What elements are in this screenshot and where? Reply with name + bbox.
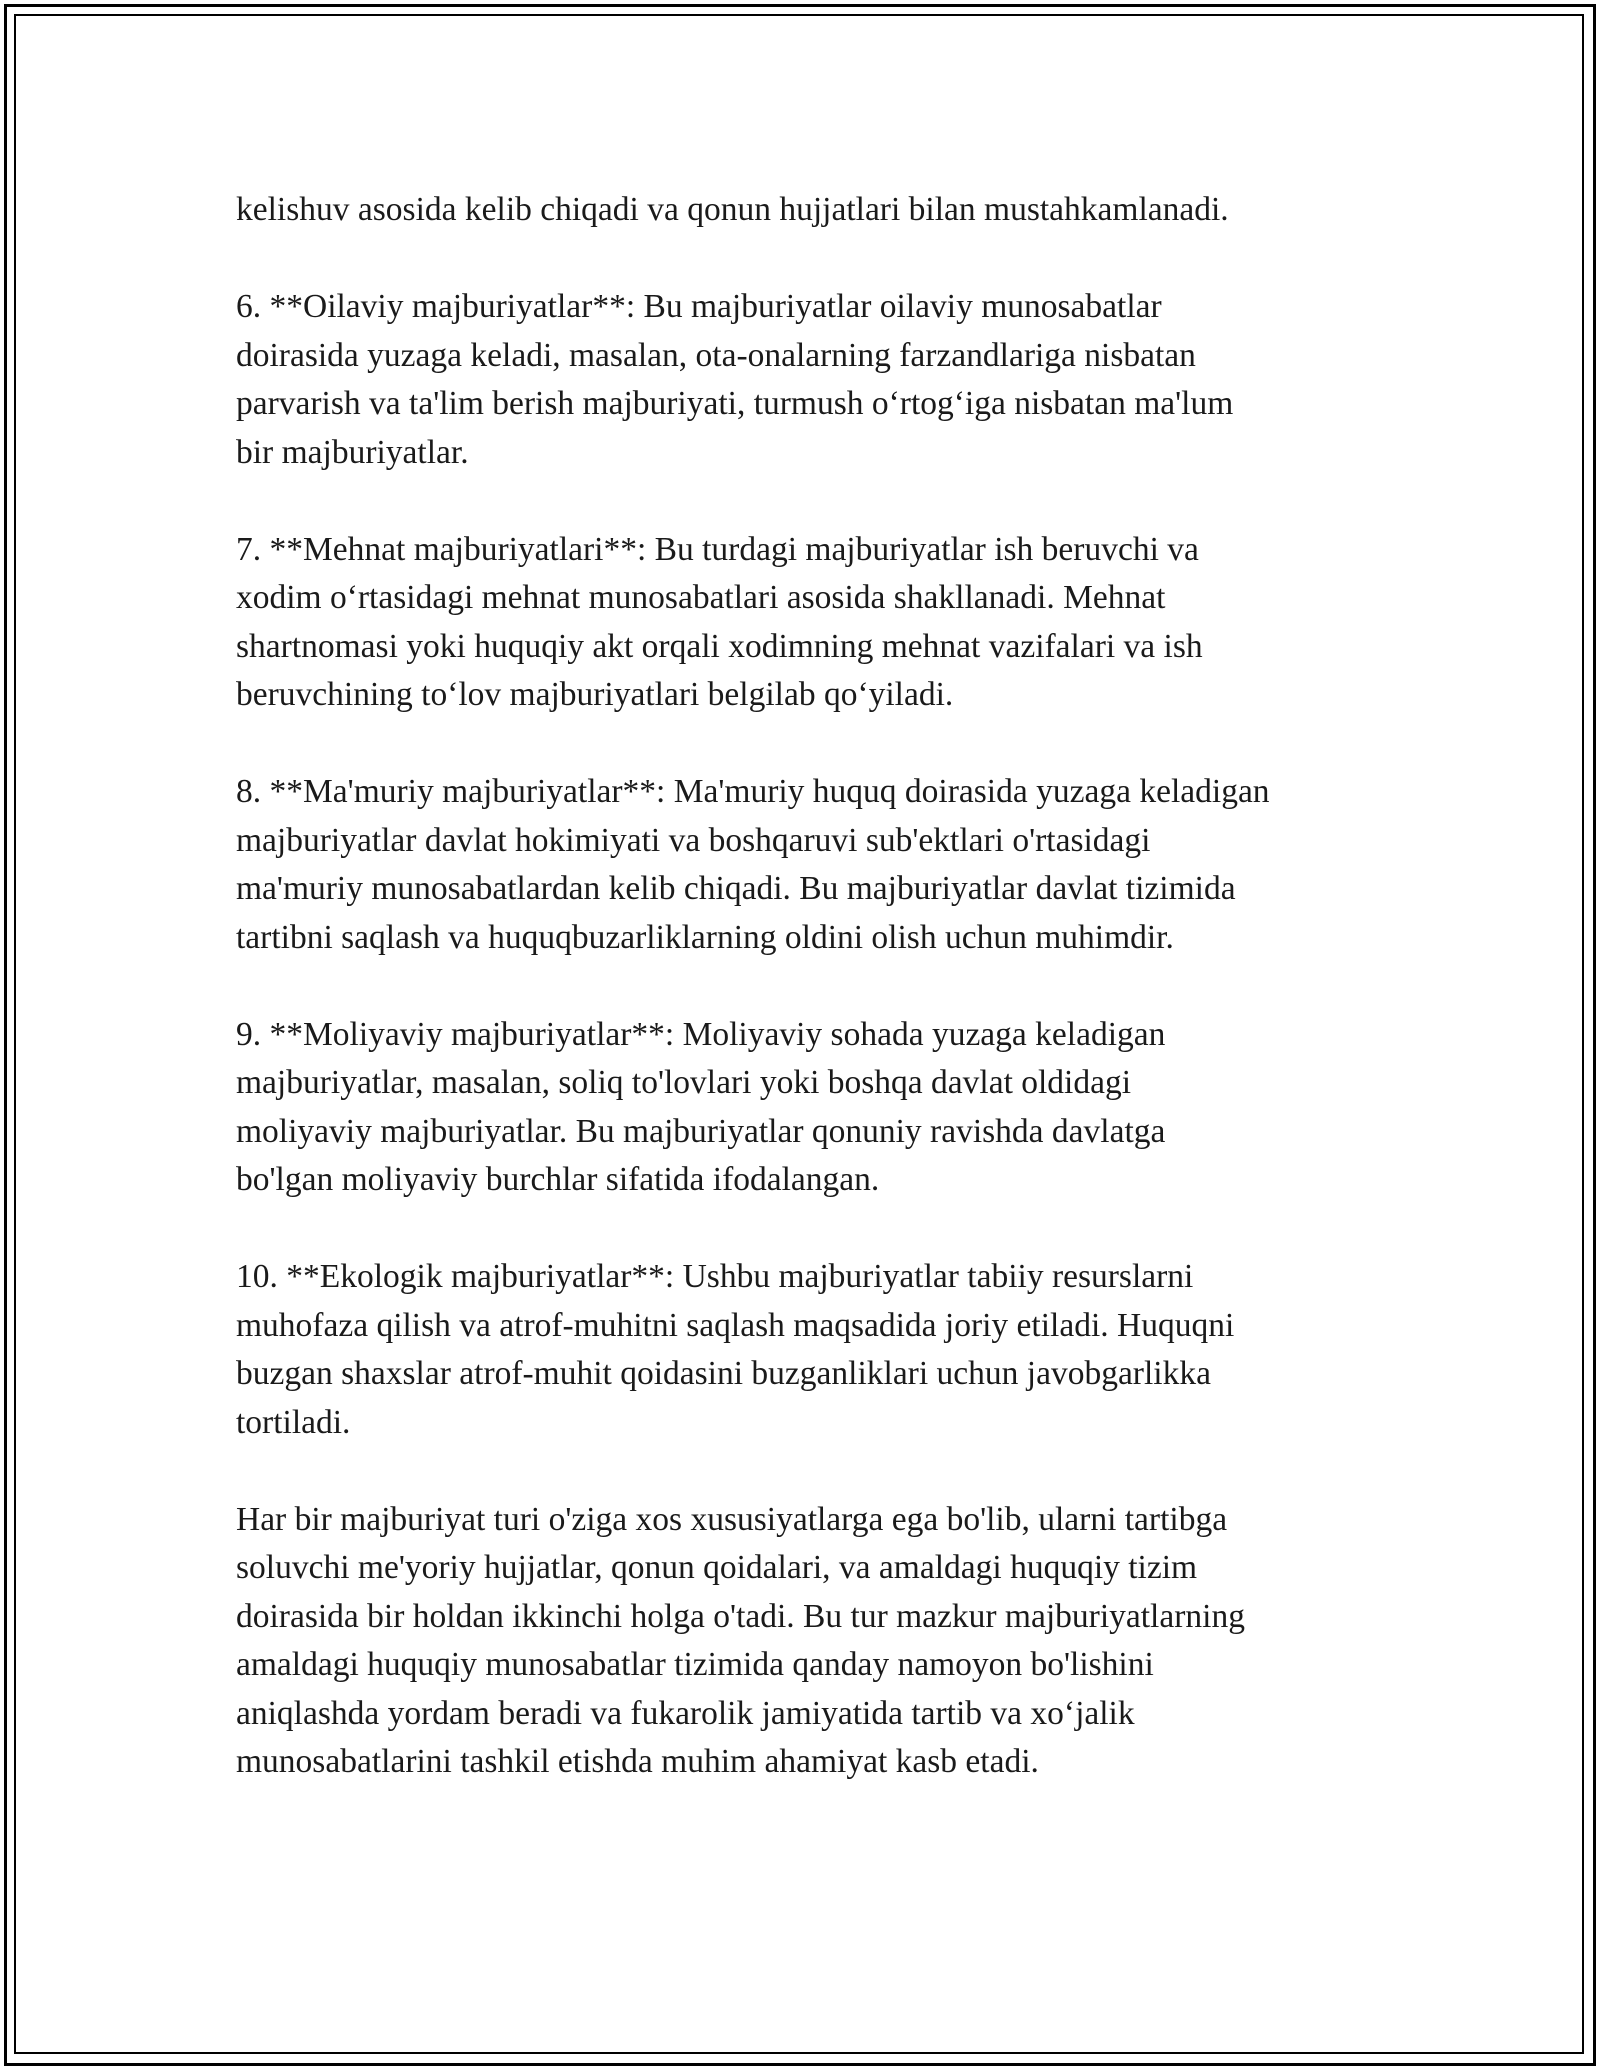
paragraph-financial-obligations: [236, 1011, 1436, 1205]
text-line: bo'lgan moliyaviy burchlar sifatida ifodalangan.: [236, 1161, 880, 1198]
paragraph-administrative-obligations: [236, 768, 1436, 962]
text-line: 9. **Moliyaviy majburiyatlar**: Moliyaviy sohada yuzaga keladigan: [236, 1015, 1166, 1053]
paragraph-labor-obligations: [236, 526, 1436, 720]
text-line: 10. **Ekologik majburiyatlar**: Ushbu majburiyatlar tabiiy resurslarni: [236, 1258, 1194, 1295]
text-line: Har bir majburiyat turi o'ziga xos xususiyatlarga ega bo'lib, ularni tartibga: [236, 1500, 1228, 1538]
text-line: munosabatlarini tashkil etishda muhim ahamiyat kasb etadi.: [236, 1743, 1039, 1780]
text-line: soluvchi me'yoriy hujjatlar, qonun qoidalari, va amaldagi huquqiy tizim: [236, 1549, 1198, 1586]
text-line: buzgan shaxslar atrof-muhit qoidasini buzganliklari uchun javobgarlikka: [236, 1355, 1211, 1392]
text-line: doirasida yuzaga keladi, masalan, ota-onalarning farzandlariga nisbatan: [236, 336, 1196, 374]
text-line: tortiladi.: [236, 1403, 351, 1441]
text-line: 7. **Mehnat majburiyatlari**: Bu turdagi majburiyatlar ish beruvchi va: [236, 530, 1199, 568]
text-line: beruvchining to‘lov majburiyatlari belgilab qo‘yiladi.: [236, 676, 954, 713]
text-line: doirasida bir holdan ikkinchi holga o'tadi. Bu tur mazkur majburiyatlarning: [236, 1597, 1245, 1635]
text-line: shartnomasi yoki huquqiy akt orqali xodimning mehnat vazifalari va ish: [236, 627, 1203, 665]
text-line: 8. **Ma'muriy majburiyatlar**: Ma'muriy huquq doirasida yuzaga keladigan: [236, 773, 1270, 810]
text-line: aniqlashda yordam beradi va fukarolik jamiyatida tartib va xo‘jalik: [236, 1694, 1135, 1732]
text-line: xodim o‘rtasidagi mehnat munosabatlari asosida shakllanadi. Mehnat: [236, 579, 1166, 616]
text-line: tartibni saqlash va huquqbuzarliklarning oldini olish uchun muhimdir.: [236, 918, 1174, 956]
document-body: [236, 186, 1436, 1835]
paragraph-ecological-obligations: [236, 1253, 1436, 1447]
text-line: majburiyatlar, masalan, soliq to'lovlari yoki boshqa davlat oldidagi: [236, 1064, 1132, 1101]
text-line: amaldagi huquqiy munosabatlar tizimida qanday namoyon bo'lishini: [236, 1646, 1154, 1683]
text-line: majburiyatlar davlat hokimiyati va boshqaruvi sub'ektlari o'rtasidagi: [236, 821, 1151, 859]
text-line: bir majburiyatlar.: [236, 433, 469, 471]
text-line: ma'muriy munosabatlardan kelib chiqadi. Bu majburiyatlar davlat tizimida: [236, 870, 1236, 907]
text-line: 6. **Oilaviy majburiyatlar**: Bu majburiyatlar oilaviy munosabatlar: [236, 288, 1162, 325]
paragraph-conclusion: [236, 1496, 1436, 1787]
paragraph-family-obligations: [236, 283, 1436, 477]
text-line: parvarish va ta'lim berish majburiyati, turmush o‘rtog‘iga nisbatan ma'lum: [236, 385, 1234, 422]
text-line: moliyaviy majburiyatlar. Bu majburiyatlar qonuniy ravishda davlatga: [236, 1112, 1166, 1150]
text-line: kelishuv asosida kelib chiqadi va qonun hujjatlari bilan mustahkamlanadi.: [236, 191, 1229, 228]
text-line: muhofaza qilish va atrof-muhitni saqlash maqsadida joriy etiladi. Huquqni: [236, 1306, 1235, 1344]
paragraph-continuation: [236, 186, 1436, 235]
